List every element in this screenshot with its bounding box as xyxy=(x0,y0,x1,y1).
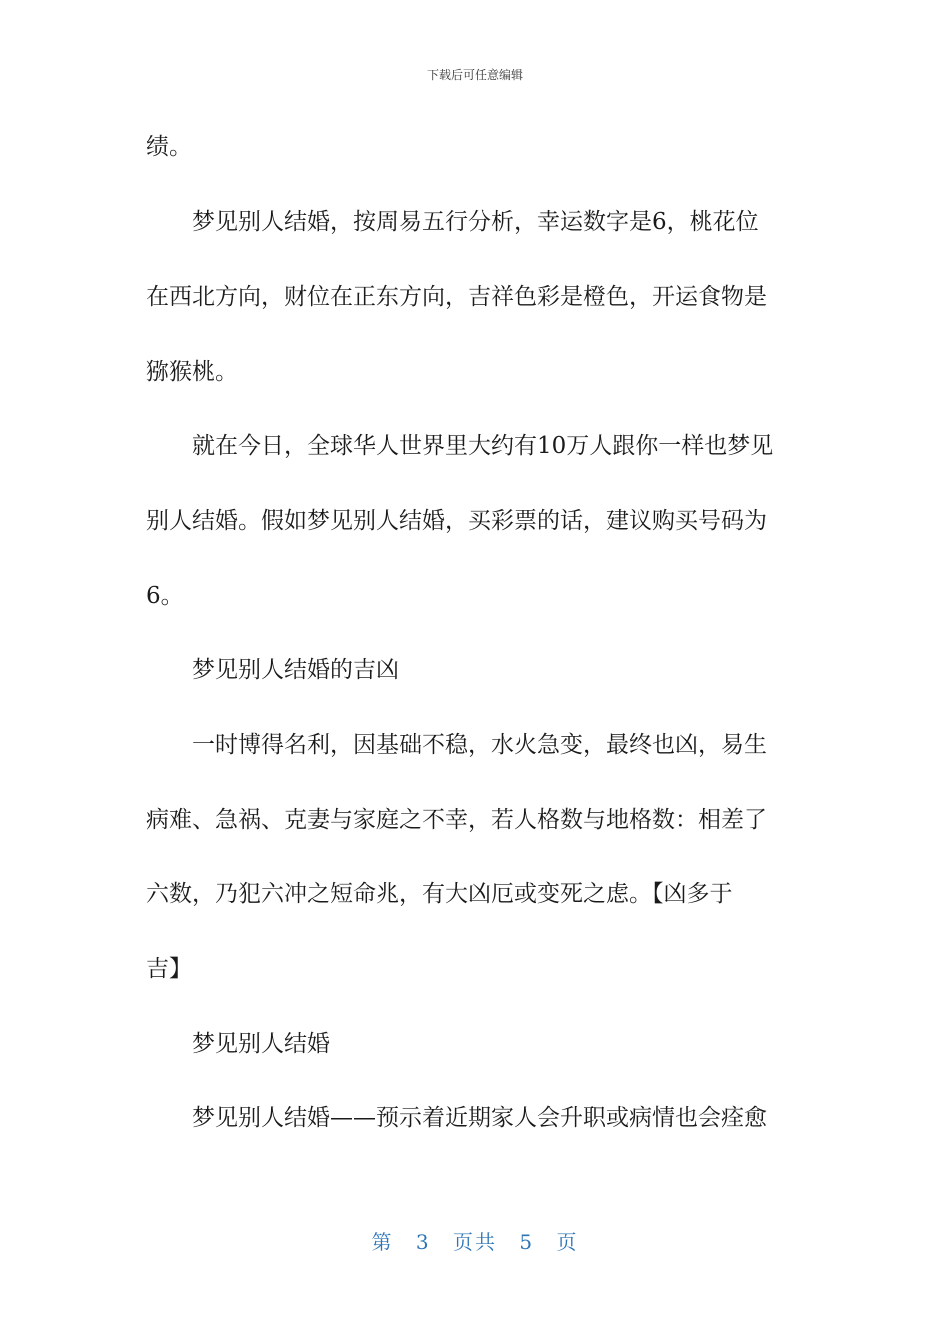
footer-total-pages: 5 xyxy=(519,1230,535,1254)
page-header-note: 下载后可任意编辑 xyxy=(426,68,523,82)
body-line-1: 绩。 xyxy=(146,134,192,160)
body-line-6: 别人结婚。假如梦见别人结婚，买彩票的话，建议购买号码为 xyxy=(146,508,767,534)
footer-prefix: 第 xyxy=(371,1230,394,1254)
footer-middle: 页共 xyxy=(453,1230,497,1254)
body-line-4: 猕猴桃。 xyxy=(146,359,238,385)
body-line-14: 梦见别人结婚——预示着近期家人会升职或病情也会痊愈 xyxy=(146,1105,767,1131)
body-line-3: 在西北方向，财位在正东方向，吉祥色彩是橙色，开运食物是 xyxy=(146,284,767,310)
section-heading-fortune: 梦见别人结婚的吉凶 xyxy=(146,657,399,683)
footer-suffix: 页 xyxy=(556,1230,579,1254)
body-line-5: 就在今日，全球华人世界里大约有10万人跟你一样也梦见 xyxy=(146,433,774,459)
body-line-9: 一时博得名利，因基础不稳，水火急变，最终也凶，易生 xyxy=(146,732,767,758)
body-line-12: 吉】 xyxy=(146,956,192,982)
page-footer xyxy=(0,1226,950,1255)
body-line-10: 病难、急祸、克妻与家庭之不幸，若人格数与地格数：相差了 xyxy=(146,807,767,833)
body-line-11: 六数，乃犯六冲之短命兆，有大凶厄或变死之虑。【凶多于 xyxy=(146,881,733,907)
section-heading-dream: 梦见别人结婚 xyxy=(146,1031,330,1057)
body-line-2: 梦见别人结婚，按周易五行分析，幸运数字是6，桃花位 xyxy=(146,209,759,235)
body-line-7: 6。 xyxy=(146,583,184,609)
footer-current-page: 3 xyxy=(415,1230,431,1254)
